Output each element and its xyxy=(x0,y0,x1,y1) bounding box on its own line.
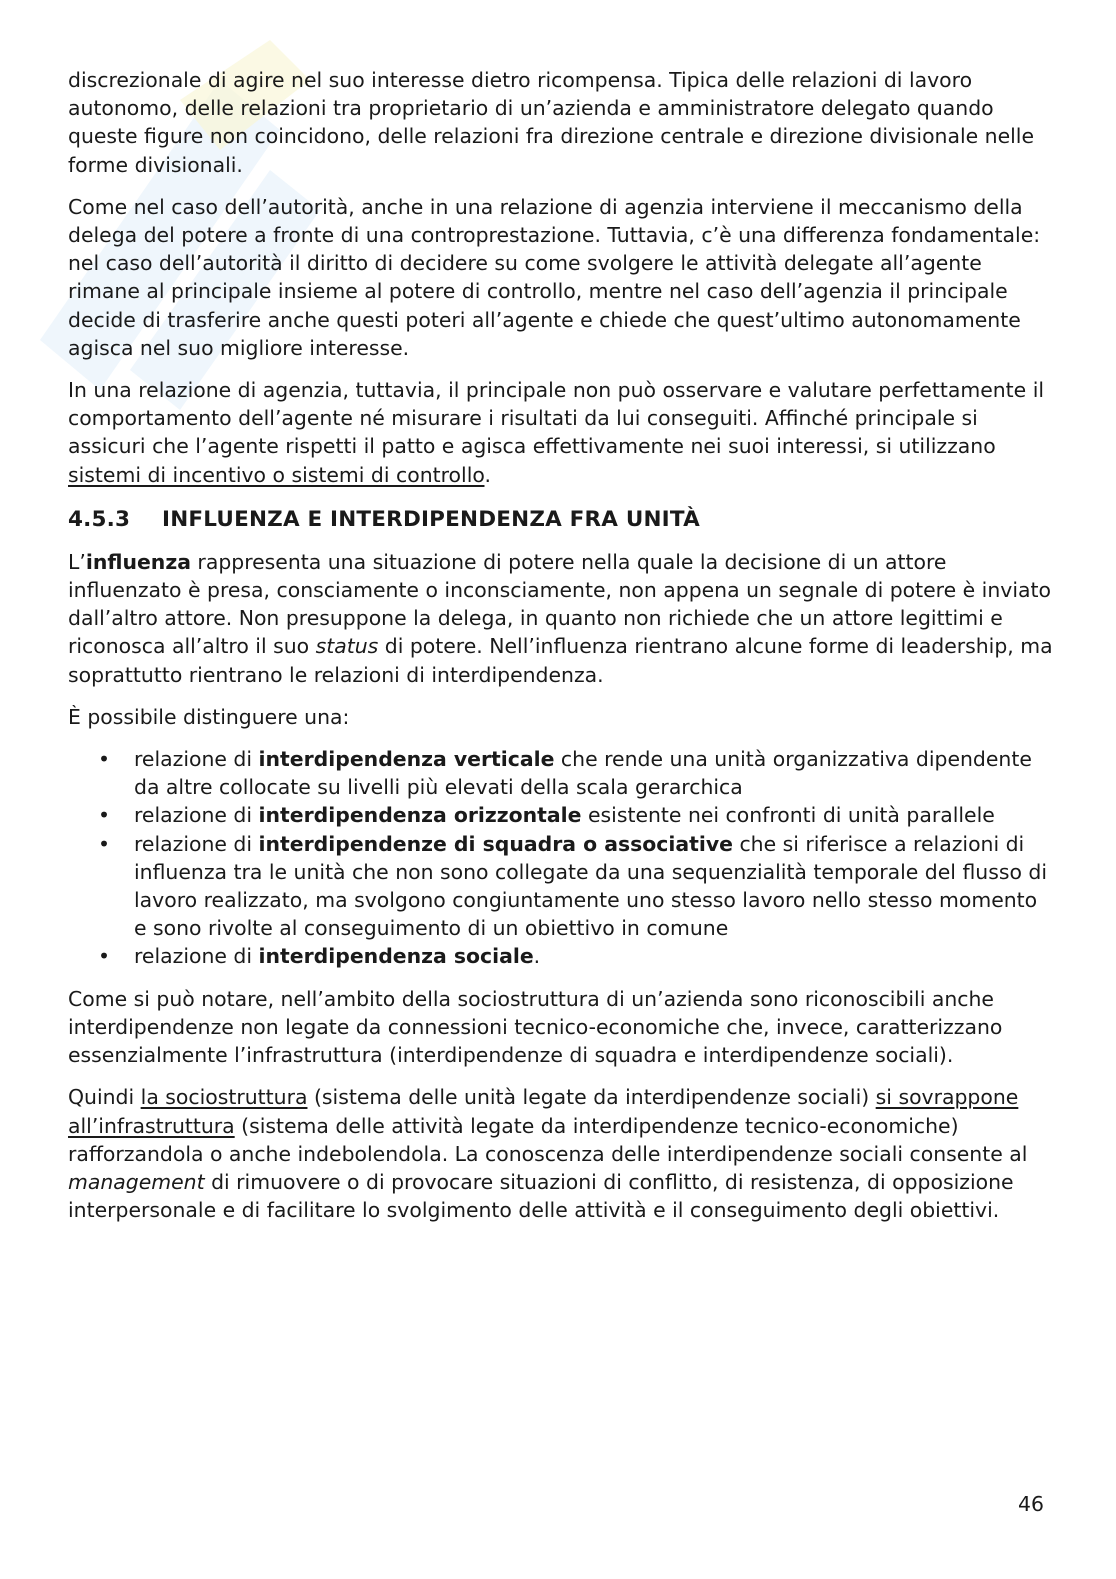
list-item xyxy=(68,801,1053,829)
bullet-icon: • xyxy=(98,747,111,772)
p4-italic: status xyxy=(315,634,379,659)
p7-c: (sistema delle attività legate da interdipendenze tecnico-economiche) rafforzandola o anche indebolendola. La conoscenza delle interdipendenze sociali consente al xyxy=(68,1113,1028,1166)
item-post: che rende una unità organizzativa dipendente da altre collocate su livelli più elevati della scala gerarchica xyxy=(134,747,1032,800)
paragraph-4 xyxy=(68,548,1053,689)
p4-b: rappresenta una situazione di potere nella quale la decisione di un attore influenzato è presa, consciamente o inconsciamente, non appena un segnale di potere è inviato dall’altro attore. Non presuppone la delega, in quanto non richiede che un attore legittimi e riconosca all’altro il suo xyxy=(68,549,1051,659)
item-pre: relazione di xyxy=(134,747,259,772)
section-title: INFLUENZA E INTERDIPENDENZA FRA UNITÀ xyxy=(162,506,700,532)
item-post: che si riferisce a relazioni di influenza tra le unità che non sono collegate da una sequenzialità temporale del flusso di lavoro realizzato, ma svolgono congiuntamente uno stesso lavoro nello stesso momento e sono rivolte al conseguimento di un obiettivo in comune xyxy=(134,831,1048,941)
p7-b: (sistema delle unità legate da interdipendenze sociali) xyxy=(307,1085,876,1110)
item-bold: interdipendenza orizzontale xyxy=(258,803,582,828)
page-number: 46 xyxy=(1018,1492,1044,1516)
paragraph-3 xyxy=(68,376,1053,489)
list-item xyxy=(68,830,1053,943)
item-pre: relazione di xyxy=(134,803,259,828)
p7-underline-1: la sociostruttura xyxy=(140,1085,308,1110)
item-post: esistente nei confronti di unità parallele xyxy=(581,803,995,828)
p7-italic: management xyxy=(68,1169,205,1194)
section-number: 4.5.3 xyxy=(68,506,131,532)
item-pre: relazione di xyxy=(134,944,259,969)
list-item xyxy=(68,942,1053,970)
p7-d: di rimuovere o di provocare situazioni di conflitto, di resistenza, di opposizione interpersonale e di facilitare lo svolgimento delle attività e il conseguimento degli obiettivi. xyxy=(68,1169,1014,1223)
p4-bold: influenza xyxy=(85,549,191,574)
item-bold: interdipendenza verticale xyxy=(258,747,555,772)
paragraph-5: È possibile distinguere una: xyxy=(68,704,350,729)
item-bold: interdipendenze di squadra o associative xyxy=(258,831,733,856)
bullet-icon: • xyxy=(98,803,111,828)
interdependence-list xyxy=(68,745,1053,971)
bullet-icon: • xyxy=(98,944,111,969)
p4-a: L’ xyxy=(68,549,86,574)
p3-text: In una relazione di agenzia, tuttavia, il principale non può osservare e valutare perfettamente il comportamento dell’agente né misurare i risultati da lui conseguiti. Affinché principale si assicuri che l’agente rispetti il patto e agisca effettivamente nei suoi interessi, si utilizzano xyxy=(68,378,1045,459)
p4-c: di potere. Nell’influenza rientrano alcune forme di leadership, ma soprattutto rientrano le relazioni di interdipendenza. xyxy=(68,634,1053,687)
p7-underline-2: si sovrappone all’infrastruttura xyxy=(68,1085,1019,1138)
item-pre: relazione di xyxy=(134,831,259,856)
p7-a: Quindi xyxy=(68,1085,141,1110)
item-post: . xyxy=(533,944,541,969)
p3-underlined: sistemi di incentivo o sistemi di controllo xyxy=(68,462,485,487)
paragraph-7 xyxy=(68,1083,1053,1224)
document-body xyxy=(68,66,1053,1238)
paragraph-1: discrezionale di agire nel suo interesse dietro ricompensa. Tipica delle relazioni di lavoro autonomo, delle relazioni tra proprietario di un’azienda e amministratore delegato quando queste figure non coincidono, delle relazioni fra direzione centrale e direzione divisionale nelle forme divisionali. xyxy=(68,68,1034,177)
paragraph-2: Come nel caso dell’autorità, anche in una relazione di agenzia interviene il meccanismo della delega del potere a fronte di una controprestazione. Tuttavia, c’è una differenza fondamentale: nel caso dell’autorità il diritto di decidere su come svolgere le attività delegate all’agente rimane al principale insieme al potere di controllo, mentre nel caso dell’agenzia il principale decide di trasferire anche questi poteri all’agente e chiede che quest’ultimo autonomamente agisca nel suo migliore interesse. xyxy=(68,194,1041,360)
paragraph-6: Come si può notare, nell’ambito della sociostruttura di un’azienda sono riconoscibili anche interdipendenze non legate da connessioni tecnico-economiche che, invece, caratterizzano essenzialmente l’infrastruttura (interdipendenze di squadra e interdipendenze sociali). xyxy=(68,986,1003,1068)
list-item xyxy=(68,745,1053,801)
item-bold: interdipendenza sociale xyxy=(258,944,534,969)
section-heading xyxy=(68,506,1053,534)
p3-end: . xyxy=(484,462,491,487)
bullet-icon: • xyxy=(98,831,111,856)
